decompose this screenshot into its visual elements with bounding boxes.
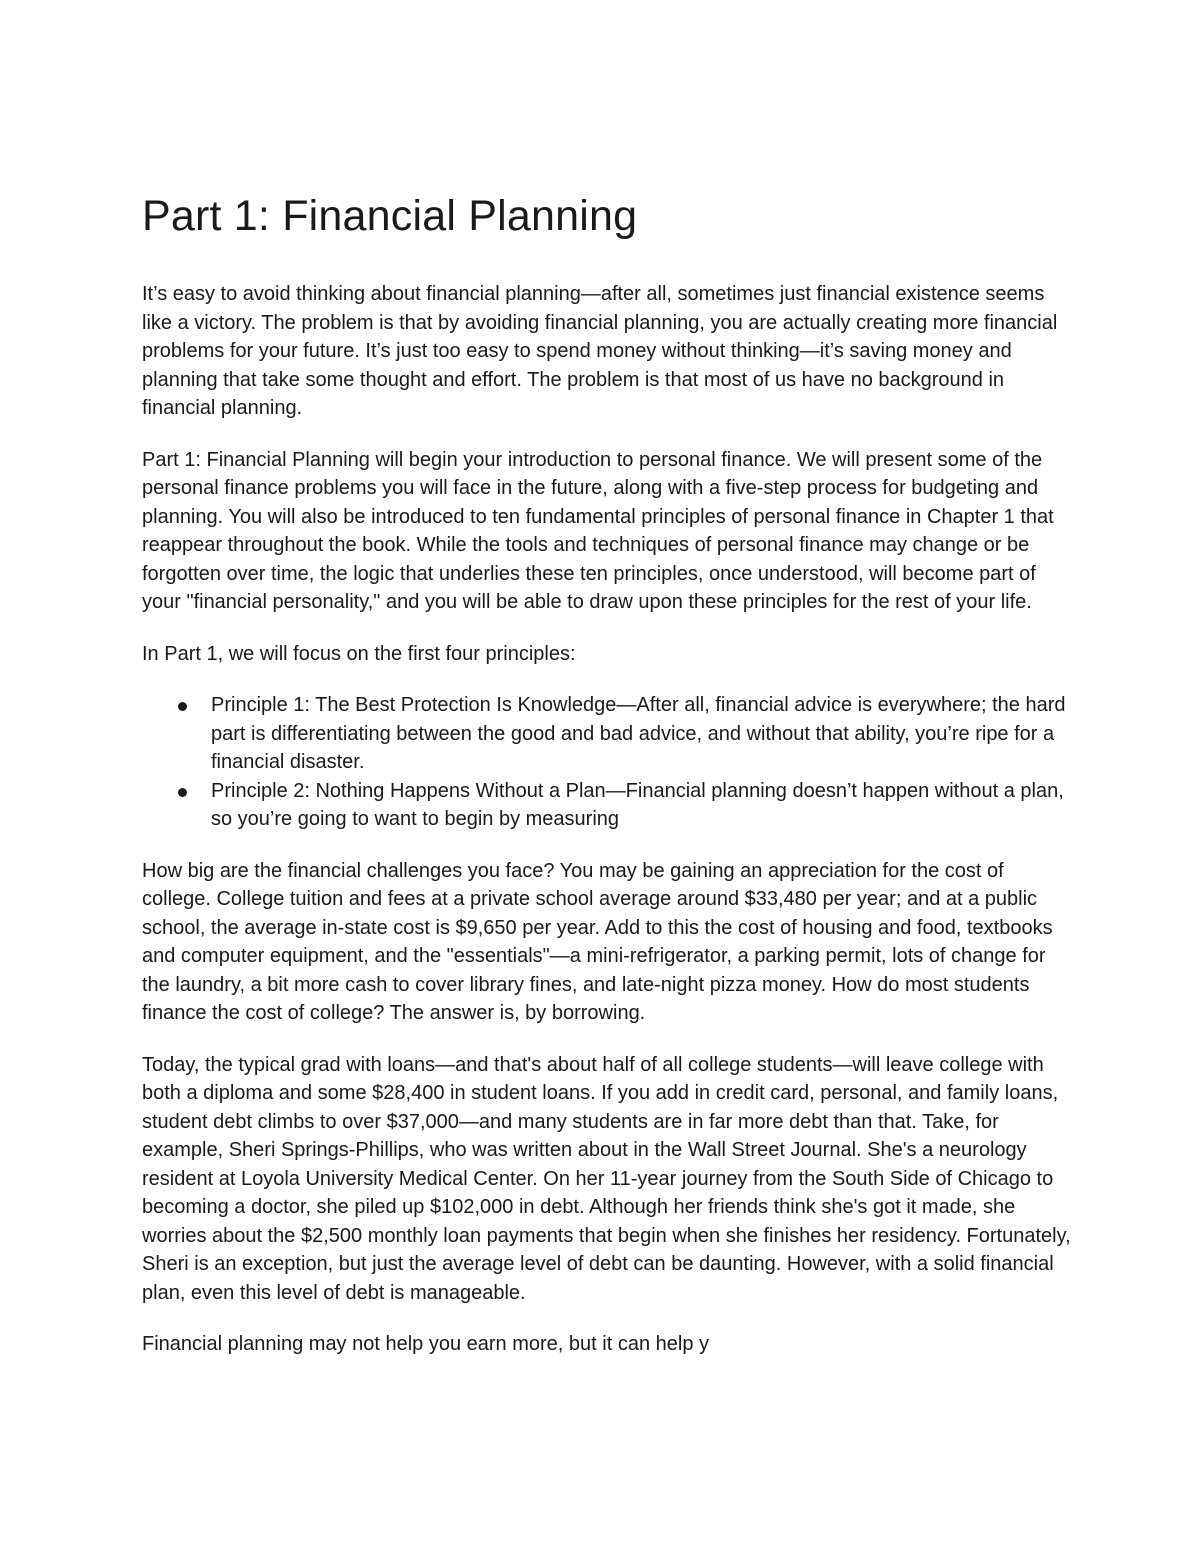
principle-1-text: Principle 1: The Best Protection Is Knowledge—After all, financial advice is everywhere; the hard part is differentiating between the good and bad advice, and without that ability, you’re ripe for a financial disaster. [211, 694, 1066, 773]
student-debt-paragraph: Today, the typical grad with loans—and that's about half of all college students—will leave college with both a diploma and some $28,400 in student loans. If you add in credit card, personal, and family loans, student debt climbs to over $37,000—and many students are in far more debt than that. Take, for example, Sheri Springs-Phillips, who was written about in the Wall Street Journal. She's a neurology resident at Loyola University Medical Center. On her 11-year journey from the South Side of Chicago to becoming a doctor, she piled up $102,000 in debt. Although her friends think she's got it made, she worries about the $2,500 monthly loan payments that begin when she finishes her residency. Fortunately, Sheri is an exception, but just the average level of debt can be daunting. However, with a solid financial plan, even this level of debt is manageable. [142, 1053, 1071, 1304]
principle-1-item [211, 691, 1072, 777]
intro-paragraph: It’s easy to avoid thinking about financial planning—after all, sometimes just financial existence seems like a victory. The problem is that by avoiding financial planning, you are actually creating more financial problems for your future. It’s just too easy to spend money without thinking—it’s saving money and planning that take some thought and effort. The problem is that most of us have no background in financial planning. [142, 283, 1058, 419]
document-page [142, 190, 1072, 1382]
principle-2-text: Principle 2: Nothing Happens Without a Plan—Financial planning doesn’t happen without a plan, so you’re going to want to begin by measuring [211, 779, 1064, 830]
principles-list [142, 691, 1072, 834]
principle-2-item [211, 777, 1072, 834]
overview-paragraph: Part 1: Financial Planning will begin your introduction to personal finance. We will present some of the personal finance problems you will face in the future, along with a five-step process for budgeting and planning. You will also be introduced to ten fundamental principles of personal finance in Chapter 1 that reappear throughout the book. While the tools and techniques of personal finance may change or be forgotten over time, the logic that underlies these ten principles, once understood, will become part of your "financial personality," and you will be able to draw upon these principles for the rest of your life. [142, 448, 1054, 613]
principles-intro-paragraph: In Part 1, we will focus on the first four principles: [142, 642, 576, 665]
bullet-dot-icon [178, 788, 187, 797]
college-cost-paragraph: How big are the financial challenges you face? You may be gaining an appreciation for the cost of college. College tuition and fees at a private school average around $33,480 per year; and at a public school, the average in-state cost is $9,650 per year. Add to this the cost of housing and food, textbooks and computer equipment, and the "essentials"—a mini-refrigerator, a parking permit, lots of change for the laundry, a bit more cash to cover library fines, and late-night pizza money. How do most students finance the cost of college? The answer is, by borrowing. [142, 859, 1053, 1024]
closing-paragraph: Financial planning may not help you earn more, but it can help y [142, 1333, 710, 1355]
bullet-dot-icon [178, 702, 187, 711]
page-title: Part 1: Financial Planning [142, 192, 638, 240]
